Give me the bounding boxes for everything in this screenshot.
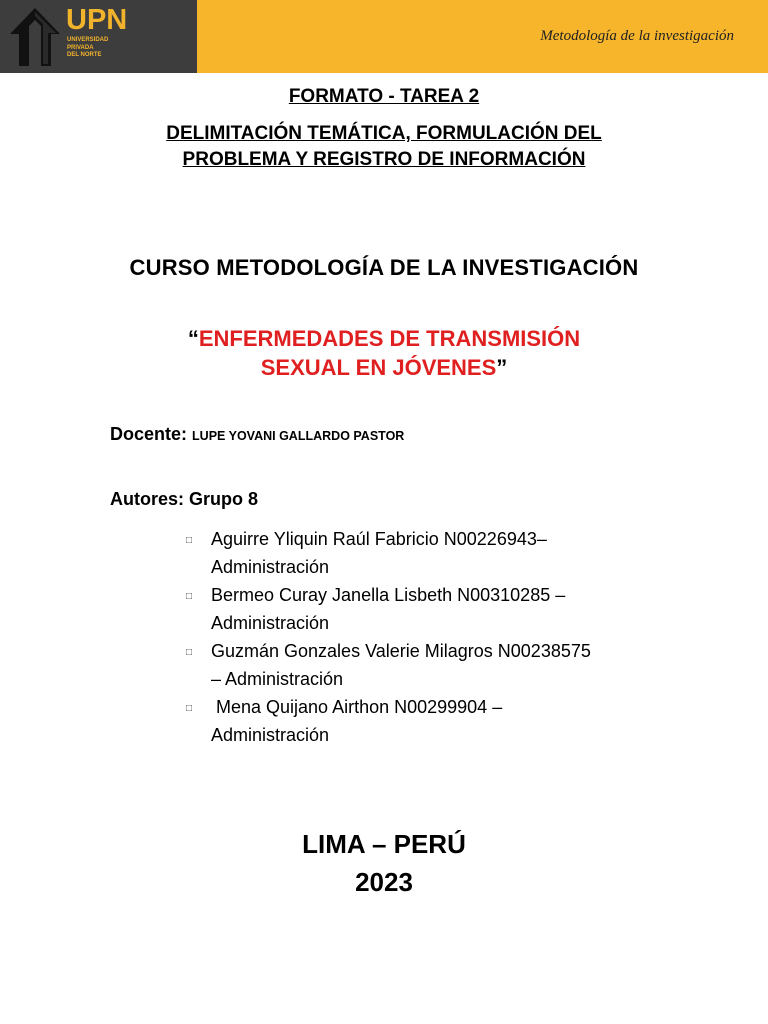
list-item: □ Aguirre Yliquin Raúl Fabricio N00226943– Administración <box>186 529 547 577</box>
list-item: □ Guzmán Gonzales Valerie Milagros N00238575 – Administración <box>186 641 591 689</box>
bullet-icon: □ <box>186 647 193 658</box>
teacher-line <box>110 424 404 445</box>
bullet-icon: □ <box>186 703 193 714</box>
teacher-label: Docente: <box>110 424 188 444</box>
topic-line-2: SEXUAL EN JÓVENES” <box>260 355 508 380</box>
bullet-icon: □ <box>186 591 193 602</box>
page-header <box>0 0 768 73</box>
upn-arrow-logo-icon <box>8 6 62 68</box>
subtitle-line-1: DELIMITACIÓN TEMÁTICA, FORMULACIÓN DEL <box>166 123 602 144</box>
topic-title <box>0 324 768 382</box>
authors-label: Autores: Grupo 8 <box>110 489 259 509</box>
list-item: □ Mena Quijano Airthon N00299904 – Administración <box>186 697 503 745</box>
header-bar <box>197 0 768 73</box>
logo-wordmark: UPN <box>66 4 128 36</box>
logo-subtitle: UNIVERSIDAD PRIVADA DEL NORTE <box>67 37 109 58</box>
list-item: □ Bermeo Curay Janella Lisbeth N00310285 – Administración <box>186 585 566 633</box>
year: 2023 <box>355 867 413 897</box>
teacher-name: LUPE YOVANI GALLARDO PASTOR <box>192 429 405 443</box>
topic-line-1: “ENFERMEDADES DE TRANSMISIÓN <box>187 326 581 351</box>
format-title: FORMATO - TAREA 2 <box>288 86 480 107</box>
header-course-title: Metodología de la investigación <box>540 28 734 44</box>
course-name: CURSO METODOLOGÍA DE LA INVESTIGACIÓN <box>129 255 639 280</box>
city: LIMA – PERÚ <box>302 829 466 859</box>
location-date <box>0 825 768 901</box>
bullet-icon: □ <box>186 535 193 546</box>
document-subtitle <box>0 121 768 173</box>
university-logo <box>0 0 197 73</box>
subtitle-line-2: PROBLEMA Y REGISTRO DE INFORMACIÓN <box>182 149 586 170</box>
author-list <box>186 525 686 749</box>
